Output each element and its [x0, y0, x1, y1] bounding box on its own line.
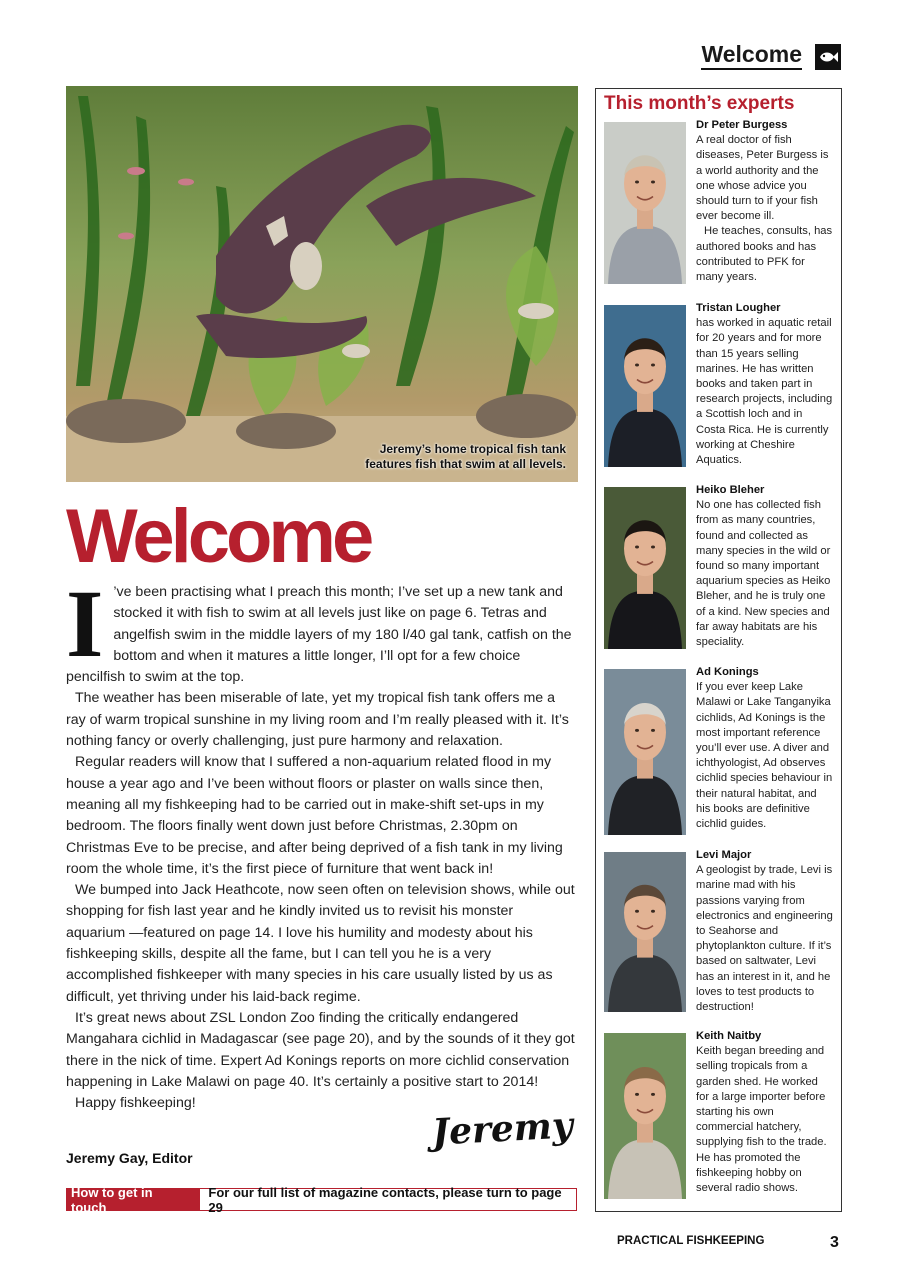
- expert-bio: A geologist by trade, Levi is marine mad with his passions varying from electronics and engineering to Seahorse and phytoplankton culture. If it’s based on saltwater, Levi has an interest in it, and he loves to test products to destruction!: [696, 864, 833, 1014]
- expert-text: [696, 1029, 834, 1196]
- photo-caption: [336, 442, 566, 472]
- article-title: Welcome: [66, 494, 371, 579]
- expert-bio: Keith began breeding and selling tropicals from a garden shed. He worked for a large importer before starting his own commercial hatchery, supplying fish to the trade. He has promoted the fishkeeping hobby on several radio shows.: [696, 1045, 827, 1195]
- experts-title: This month’s experts: [604, 93, 795, 114]
- expert-bio: A real doctor of fish diseases, Peter Burgess is a world authority and the one whose advice you should turn to if your fish ever become ill.: [696, 134, 829, 223]
- expert-text: [696, 118, 834, 285]
- expert-text: [696, 301, 834, 468]
- portrait-graphic: [604, 1033, 686, 1199]
- article-body: [66, 570, 576, 1114]
- contact-text: For our full list of magazine contacts, please turn to page 29: [208, 1184, 562, 1215]
- portrait-graphic: [604, 122, 686, 284]
- expert-name: Dr Peter Burgess: [696, 119, 788, 131]
- portrait-graphic: [604, 852, 686, 1012]
- page-number: 3: [830, 1234, 839, 1251]
- expert-text: [696, 483, 834, 650]
- expert-portrait: [604, 487, 686, 649]
- expert-name: Ad Konings: [696, 666, 759, 678]
- expert-name: Levi Major: [696, 849, 752, 861]
- portrait-graphic: [604, 669, 686, 835]
- section-title: Welcome: [701, 40, 802, 70]
- article-paragraph: The weather has been miserable of late, yet my tropical fish tank offers me a ray of warm tropical sunshine in my living room and I’m really pleased with it. It’s nothing fancy or overly challenging, just pure harmony and relaxation.: [66, 690, 569, 750]
- expert-name: Tristan Lougher: [696, 302, 781, 314]
- editor-signoff: Jeremy Gay, Editor: [66, 1150, 193, 1166]
- article-paragraph: Regular readers will know that I suffered a non-aquarium related flood in my house a year ago and I’ve been without floors or plaster on walls since then, meaning all my fishkeeping had to be carried out in make-shift set-ups in my bedroom. The floors finally went down just before Christmas, 2.30pm on Christmas Eve to be precise, and after being deprived of a fish tank in my living room the whole time, it’s the first piece of furniture that went back in!: [66, 754, 563, 877]
- expert-bio: No one has collected fish from as many countries, found and collected as many species in the wild or found so many important aquarium species as Heiko Bleher, and he is truly one of a kind. New species and far away habitats are his speciality.: [696, 499, 831, 649]
- expert-portrait: [604, 852, 686, 1012]
- paragraph-text: ’ve been practising what I preach this month; I’ve set up a new tank and stocked it with fish to swim at all levels just like on page 6. Tetras and angelfish swim in the middle layers of my 180 l/40 gal tank, catfish on the bottom and when it matures a little longer, I’ll opt for a few choice pencilfish to swim at the top.: [66, 584, 572, 686]
- portrait-graphic: [604, 305, 686, 467]
- expert-bio: has worked in aquatic retail for 20 years and for more than 15 years selling marines. He has written books and taken part in research projects, including a Scottish loch and in Costa Rica. He is currently working at Cheshire Aquatics.: [696, 317, 833, 467]
- fish-icon: [815, 44, 841, 70]
- experts-sidebar: [595, 88, 842, 1212]
- expert-portrait: [604, 1033, 686, 1199]
- expert-portrait: [604, 122, 686, 284]
- magazine-name: PRACTICAL FISHKEEPING: [617, 1235, 765, 1247]
- article-paragraph: Happy fishkeeping!: [75, 1095, 196, 1112]
- editor-signature: Jeremy: [430, 1104, 574, 1154]
- article-paragraph: It’s great news about ZSL London Zoo finding the critically endangered Mangahara cichlid in Madagascar (see page 20), and by the sounds of it they got there in the nick of time. Expert Ad Konings reports on more cichlid conservation happening in Lake Malawi on page 40. It’s certainly a positive start to 2014!: [66, 1009, 575, 1090]
- expert-name: Keith Naitby: [696, 1030, 762, 1042]
- expert-portrait: [604, 305, 686, 467]
- portrait-graphic: [604, 487, 686, 649]
- article-paragraph: We bumped into Jack Heathcote, now seen often on television shows, while out shopping for fish last year and he kindly invited us to revisit his monster aquarium —featured on page 14. I love his humility and modesty about his fishkeeping skills, despite all the fame, but I can tell you he is a very accomplished fishkeeper with many species in his care usually listed by us as difficult, yet thriving under his laid-back regime.: [66, 882, 575, 1005]
- expert-text: [696, 665, 834, 832]
- article-paragraph: [66, 570, 576, 688]
- expert-portrait: [604, 669, 686, 835]
- expert-text: [696, 848, 834, 1015]
- expert-name: Heiko Bleher: [696, 484, 765, 496]
- expert-bio: He teaches, consults, has authored books and has contributed to PFK for many years.: [696, 225, 833, 284]
- contact-label: How to get in touch: [67, 1189, 200, 1210]
- expert-bio: If you ever keep Lake Malawi or Lake Tanganyika cichlids, Ad Konings is the most important reference you’ll ever use. A diver and ichthyologist, Ad observes cichlid species behaviour in their natural habitat, and his books are definitive cichlid guides.: [696, 681, 833, 831]
- aquarium-photo: [66, 86, 578, 482]
- dropcap: I: [66, 570, 104, 677]
- caption-line: features fish that swim at all levels.: [365, 457, 566, 471]
- contact-bar: [66, 1184, 577, 1215]
- caption-line: Jeremy’s home tropical fish tank: [379, 442, 566, 456]
